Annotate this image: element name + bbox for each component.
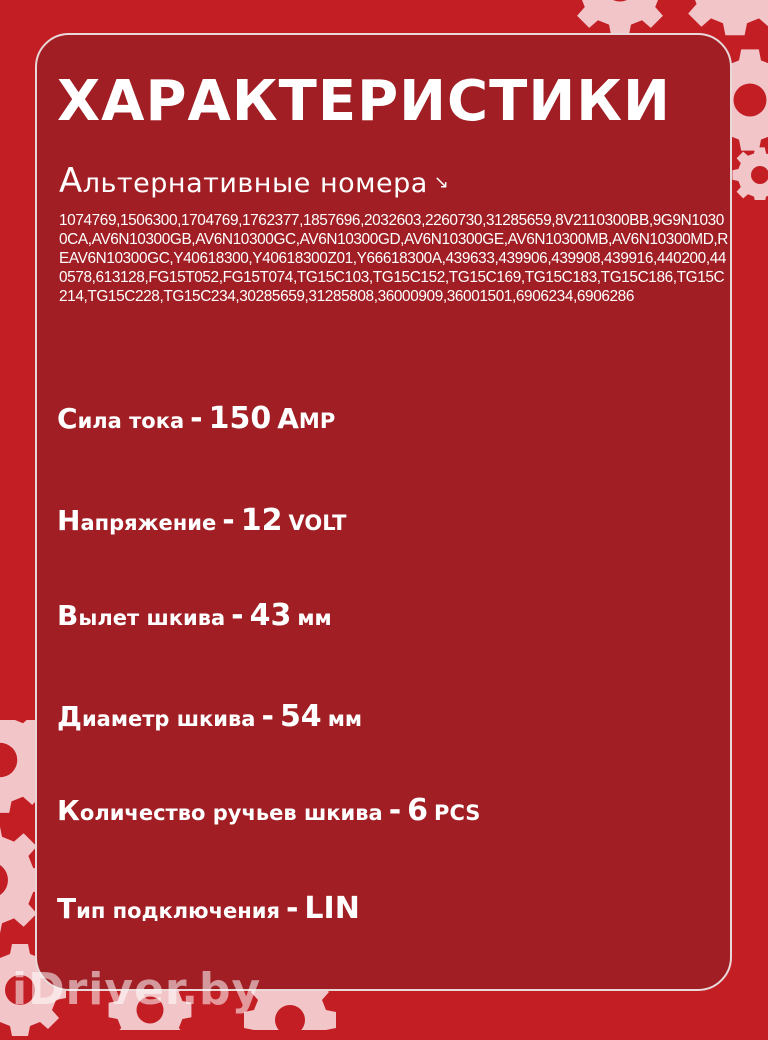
page-title: ХАРАКТЕРИСТИКИ: [57, 69, 671, 134]
spec-pulley-diameter: Диаметр шкива - 54 мм: [57, 699, 363, 734]
alt-numbers-list: 1074769,1506300,1704769,1762377,1857696,2032603,2260730,31285659,8V2110300BB,9G9N10300CA,AV6N10300GB,AV6N10300GC,AV6N10300GD,AV6N10300GE,AV6N10300MB,AV6N10300MD,REAV6N10300GC,Y40618300,Y40618300Z01,Y66618300A,439633,439906,439908,439916,440200,440578,613128,FG15T052,FG15T074,TG15C103,TG15C152,TG15C169,TG15C183,TG15C186,TG15C214,TG15C228,TG15C234,30285659,31285808,36000909,36001501,6906234,6906286: [59, 212, 729, 305]
spec-voltage: Напряжение - 12 VOLT: [57, 503, 347, 538]
spec-pulley-grooves: Количество ручьев шкива - 6 PCS: [57, 793, 481, 828]
spec-current: Сила тока - 150 AMP: [57, 401, 336, 436]
spec-connection-type: Тип подключения - LIN: [57, 891, 360, 926]
alt-numbers-heading: Альтернативные номера ↘: [59, 161, 450, 201]
arrow-down-right-icon: ↘: [433, 172, 450, 193]
specs-card: [35, 33, 732, 991]
watermark: iDriver.by: [12, 964, 262, 1015]
spec-pulley-offset: Вылет шкива - 43 мм: [57, 598, 332, 633]
